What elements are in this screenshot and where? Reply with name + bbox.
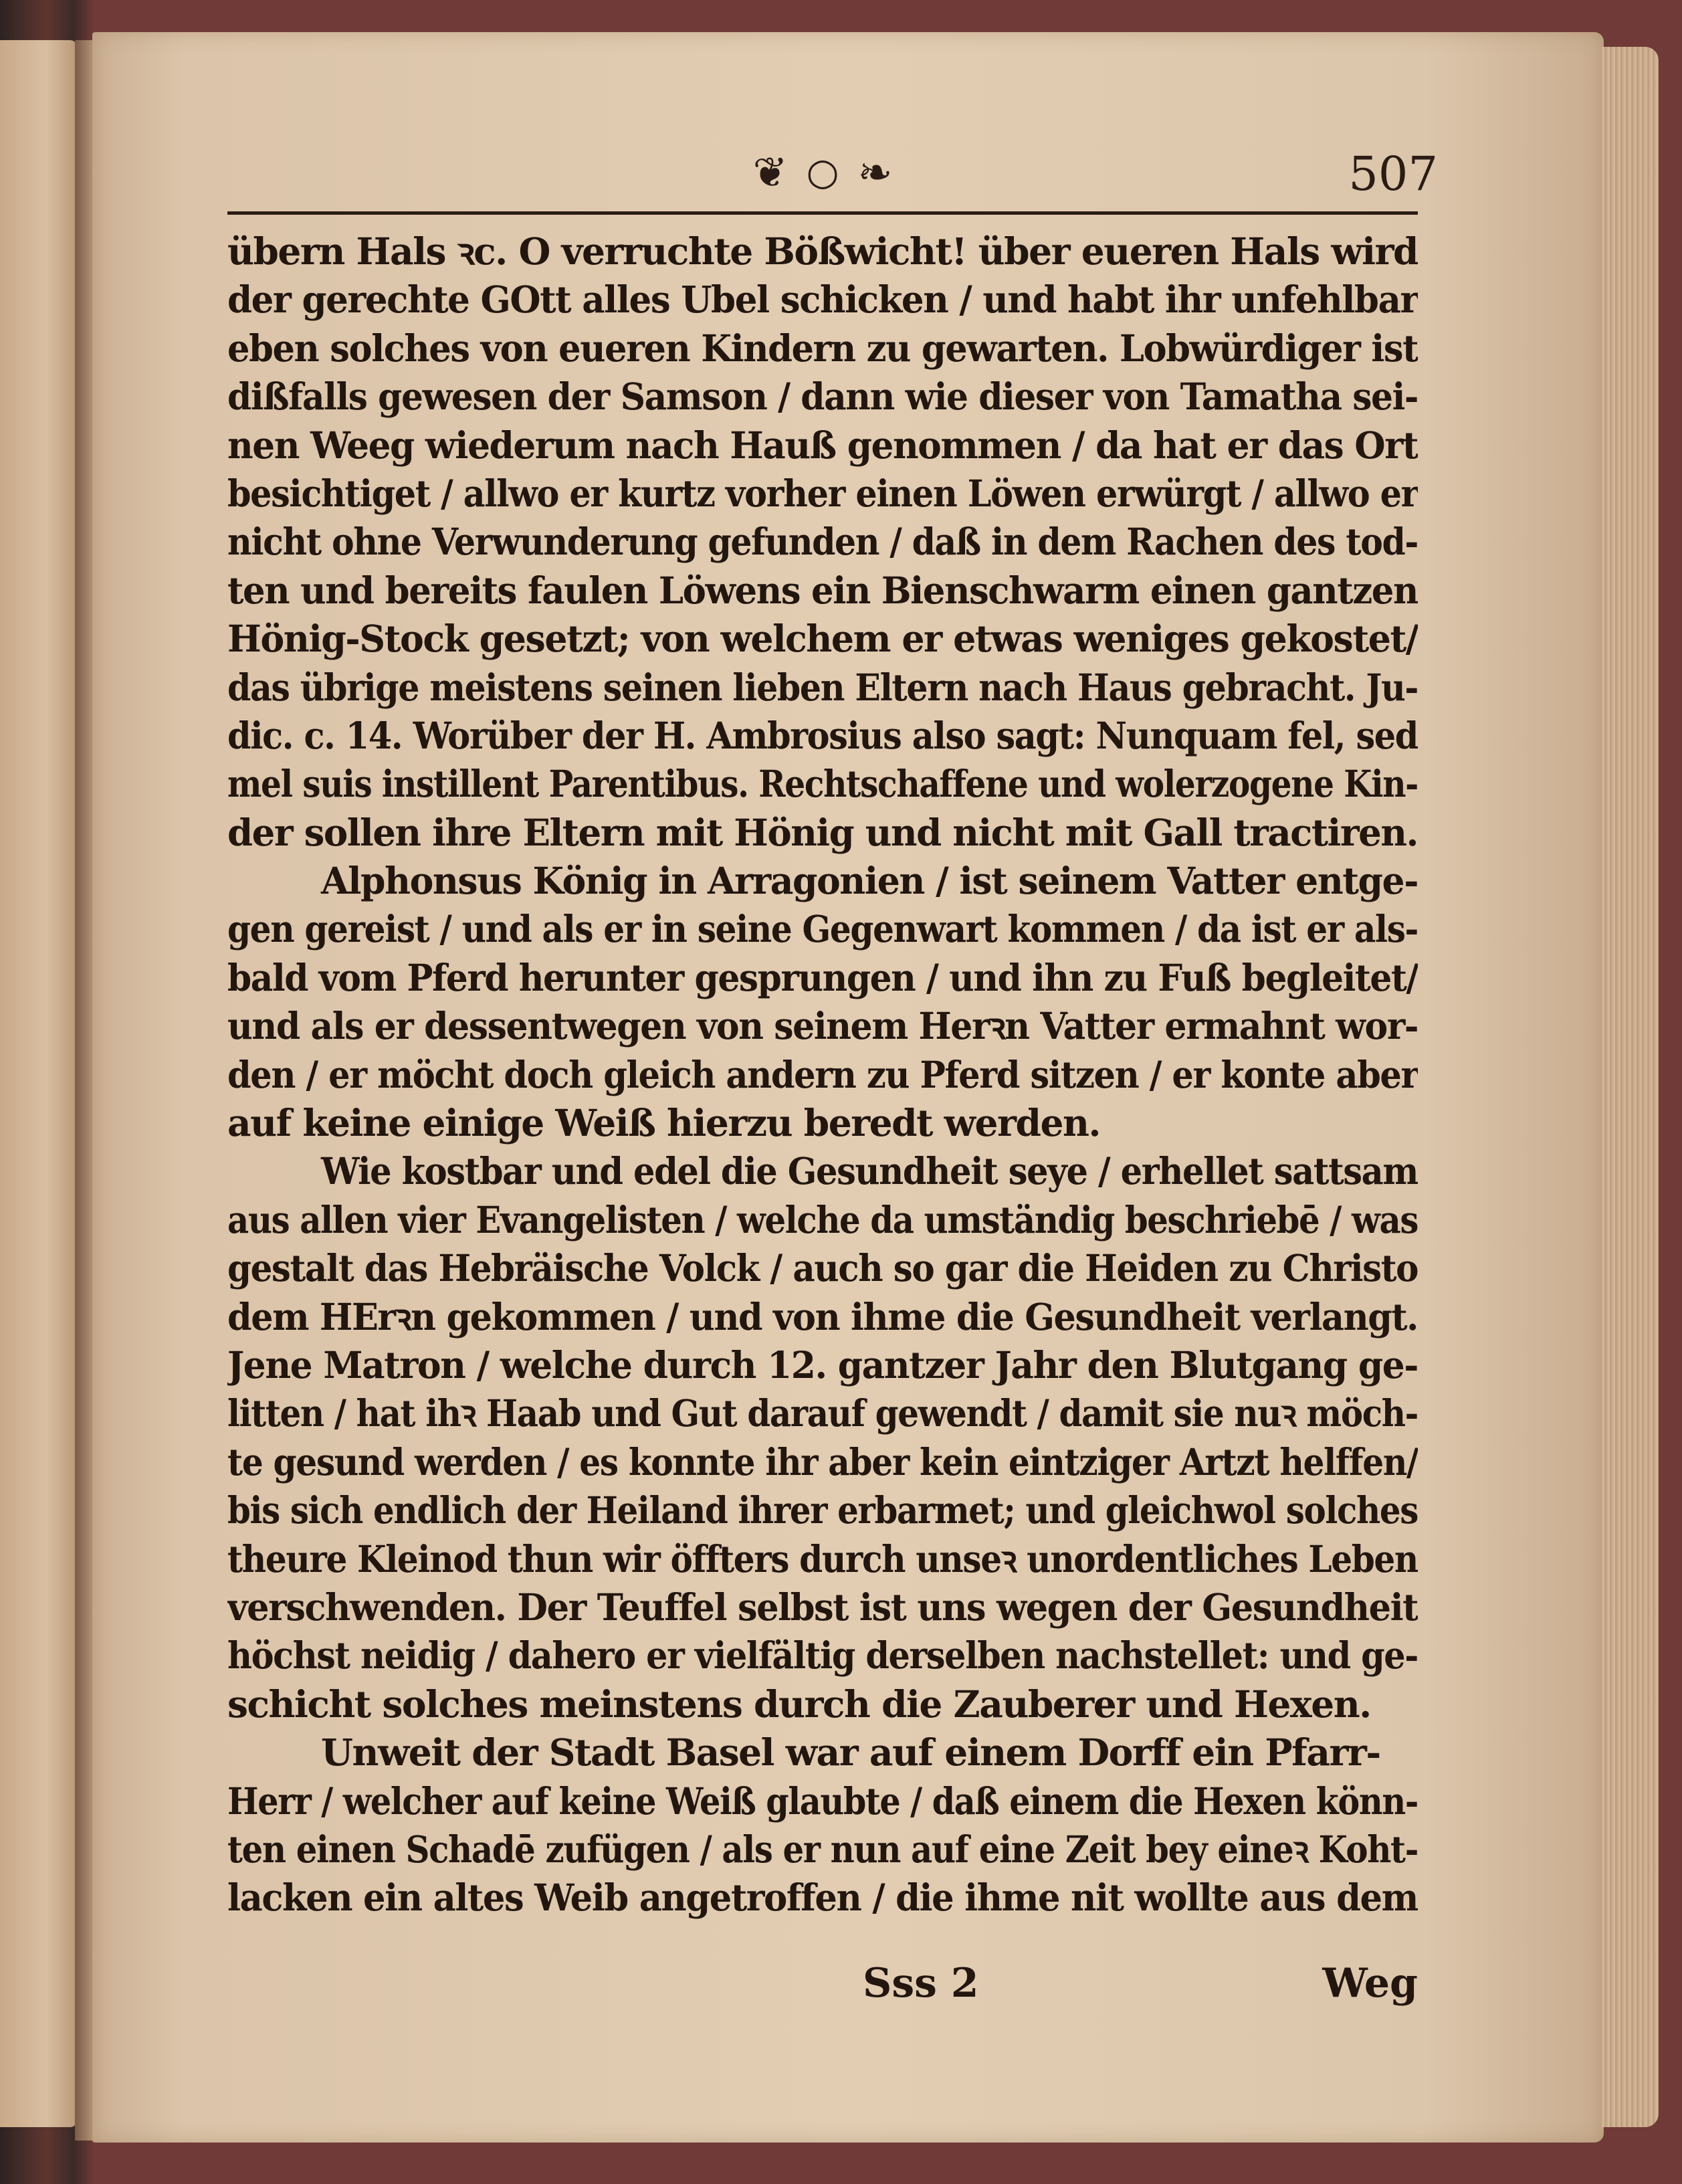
text-line: gen gereist / und als er in seine Gegenwart kommen / da ist er als- (227, 907, 1418, 951)
text-line: auf keine einige Weiß hierzu beredt werden. (227, 1101, 1101, 1145)
text-line: nicht ohne Verwunderung gefunden / daß in dem Rachen des tod- (227, 520, 1418, 564)
facing-page-edge (0, 40, 77, 2127)
text-line: theure Kleinod thun wir öffters durch unseꝛ unordentliches Leben (227, 1536, 1418, 1581)
text-line: Unweit der Stadt Basel war auf einem Dorff ein Pfarr- (321, 1730, 1380, 1775)
text-line: bald vom Pferd herunter gesprungen / und ihn zu Fuß begleitet/ (227, 955, 1418, 999)
header-ornament (709, 146, 936, 199)
text-line: dem HErꝛn gekommen / und von ihme die Gesundheit verlangt. (227, 1294, 1418, 1338)
text-line: gestalt das Hebräische Volck / auch so gar die Heiden zu Christo (227, 1246, 1418, 1290)
text-line: verschwenden. Der Teuffel selbst ist uns wegen der Gesundheit (227, 1585, 1418, 1629)
catchword: Weg (1322, 1960, 1418, 2007)
text-line: bis sich endlich der Heiland ihrer erbarmet; und gleichwol solches (227, 1488, 1418, 1532)
circle-ornament-icon: ○ (806, 151, 839, 194)
text-line: das übrige meistens seinen lieben Eltern nach Haus gebracht. Ju- (227, 665, 1418, 709)
text-line: te gesund werden / es konnte ihr aber kein eintziger Artzt helffen/ (227, 1440, 1418, 1484)
text-line: übern Hals ꝛc. O verruchte Bößwicht! über eueren Hals wird (227, 229, 1418, 273)
text-line: Alphonsus König in Arragonien / ist seinem Vatter entge- (321, 859, 1418, 903)
text-line: lacken ein altes Weib angetroffen / die ihme nit wollte aus dem (227, 1876, 1418, 1920)
text-line: und als er dessentwegen von seinem Herꝛn Vatter ermahnt wor- (227, 1004, 1418, 1048)
text-line: Herr / welcher auf keine Weiß glaubte / daß einem die Hexen könn- (227, 1779, 1418, 1823)
text-line: ten und bereits faulen Löwens ein Bienschwarm einen gantzen (227, 568, 1418, 612)
page-footer (227, 1953, 1418, 2013)
text-line: der sollen ihre Eltern mit Hönig und nicht mit Gall tractiren. (227, 810, 1418, 854)
text-line: Wie kostbar und edel die Gesundheit seye / erhellet sattsam (321, 1149, 1418, 1193)
text-line: besichtiget / allwo er kurtz vorher einen Löwen erwürgt / allwo er (227, 471, 1418, 515)
text-line: den / er möcht doch gleich andern zu Pferd sitzen / er konte aber (227, 1052, 1418, 1096)
body-text (227, 227, 1418, 1922)
text-line: nen Weeg wiederum nach Hauß genommen / da hat er das Ort (227, 423, 1418, 467)
text-line: Hönig-Stock gesetzt; von welchem er etwas weniges gekostet/ (227, 617, 1418, 661)
fleuron-right-icon: ❧ (857, 148, 893, 197)
text-line: eben solches von eueren Kindern zu gewarten. Lobwürdiger ist (227, 326, 1418, 370)
page-number: 507 (1348, 146, 1438, 201)
text-line: Jene Matron / welche durch 12. gantzer Jahr den Blutgang ge- (227, 1343, 1418, 1387)
fleuron-left-icon: ❦ (752, 148, 788, 197)
signature-mark: Sss 2 (863, 1960, 979, 2007)
text-line: ten einen Schadē zufügen / als er nun auf eine Zeit bey eineꝛ Koht- (227, 1827, 1418, 1871)
text-line: aus allen vier Evangelisten / welche da umständig beschriebē / was (227, 1197, 1418, 1242)
text-line: der gerechte GOtt alles Ubel schicken / und habt ihr unfehlbar (227, 278, 1418, 322)
page-edges (1602, 47, 1659, 2127)
text-line: litten / hat ihꝛ Haab und Gut darauf gewendt / damit sie nuꝛ möch- (227, 1391, 1418, 1435)
text-line: dic. c. 14. Worüber der H. Ambrosius also sagt: Nunquam fel, sed (227, 713, 1418, 757)
text-line: dißfalls gewesen der Samson / dann wie dieser von Tamatha sei- (227, 375, 1418, 419)
text-line: höchst neidig / dahero er vielfältig derselben nachstellet: und ge- (227, 1633, 1418, 1678)
header-rule (227, 211, 1418, 215)
text-line: schicht solches meinstens durch die Zauberer und Hexen. (227, 1682, 1371, 1726)
text-line: mel suis instillent Parentibus. Rechtschaffene und wolerzogene Kin- (227, 762, 1418, 806)
